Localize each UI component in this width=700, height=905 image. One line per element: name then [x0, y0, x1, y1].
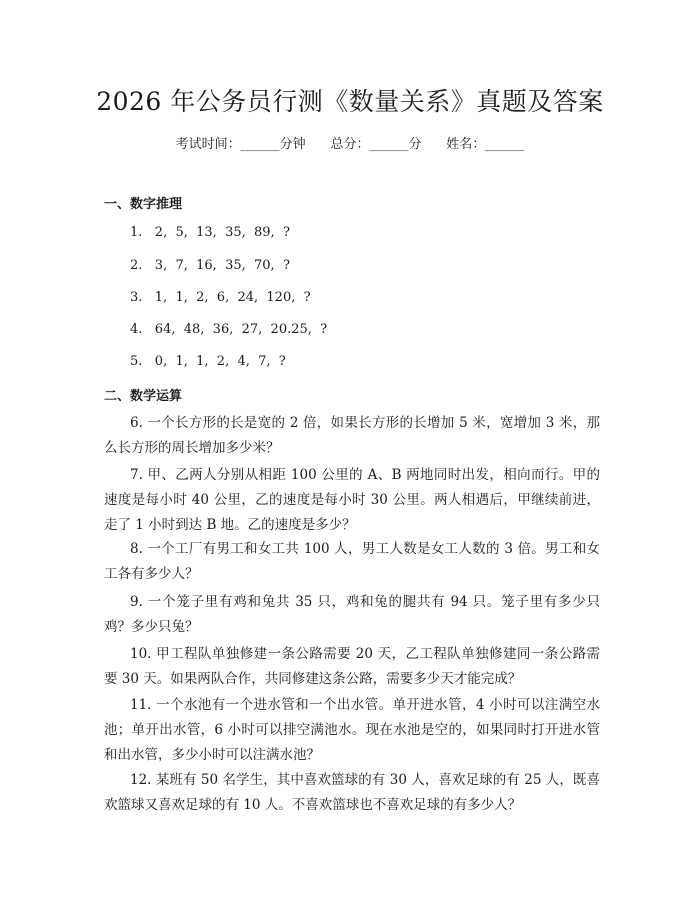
sequence-item: 5. 0, 1, 1, 2, 4, 7, ? [130, 354, 286, 369]
section-heading-number-series: 一、数字推理 [104, 197, 183, 212]
problem-item: 11. 一个水池有一个进水管和一个出水管。单开进水管，4 小时可以注满空水池；单开出水管，6 小时可以排空满池水。现在水池是空的，如果同时打开进水管和出水管，多少小时可以注满水池？ [104, 697, 600, 763]
exam-time: 考试时间：______分钟 [175, 137, 306, 152]
sequence-item: 1. 2, 5, 13, 35, 89, ? [130, 225, 290, 240]
problem-item: 9. 一个笼子里有鸡和兔共 35 只，鸡和兔的腿共有 94 只。笼子里有多少只鸡？多少只兔？ [104, 594, 600, 635]
exam-name: 姓名：______ [446, 137, 525, 152]
sequence-item: 3. 1, 1, 2, 6, 24, 120, ? [130, 290, 311, 305]
problem-item: 6. 一个长方形的长是宽的 2 倍，如果长方形的长增加 5 米，宽增加 3 米，那么长方形的周长增加多少米？ [104, 415, 600, 456]
page-title: 2026 年公务员行测《数量关系》真题及答案 [96, 87, 604, 116]
problem-item: 12. 某班有 50 名学生，其中喜欢篮球的有 30 人，喜欢足球的有 25 人，既喜欢篮球又喜欢足球的有 10 人。不喜欢篮球也不喜欢足球的有多少人？ [104, 772, 600, 813]
problem-item: 7. 甲、乙两人分别从相距 100 公里的 A、B 两地同时出发，相向而行。甲的速度是每小时 40 公里，乙的速度是每小时 30 公里。两人相遇后，甲继续前进，走了 1 小时到达 B 地。乙的速度是多少？ [104, 467, 600, 533]
problem-item: 10. 甲工程队单独修建一条公路需要 20 天，乙工程队单独修建同一条公路需要 30 天。如果两队合作，共同修建这条公路，需要多少天才能完成？ [104, 646, 600, 687]
exam-meta [0, 133, 700, 152]
section-heading-math-operations: 二、数学运算 [104, 389, 183, 404]
exam-score: 总分：______分 [330, 137, 422, 152]
problem-item: 8. 一个工厂有男工和女工共 100 人，男工人数是女工人数的 3 倍。男工和女工各有多少人？ [104, 541, 600, 582]
sequence-item: 2. 3, 7, 16, 35, 70, ? [130, 258, 290, 273]
sequence-item: 4. 64, 48, 36, 27, 20.25, ? [130, 322, 328, 337]
